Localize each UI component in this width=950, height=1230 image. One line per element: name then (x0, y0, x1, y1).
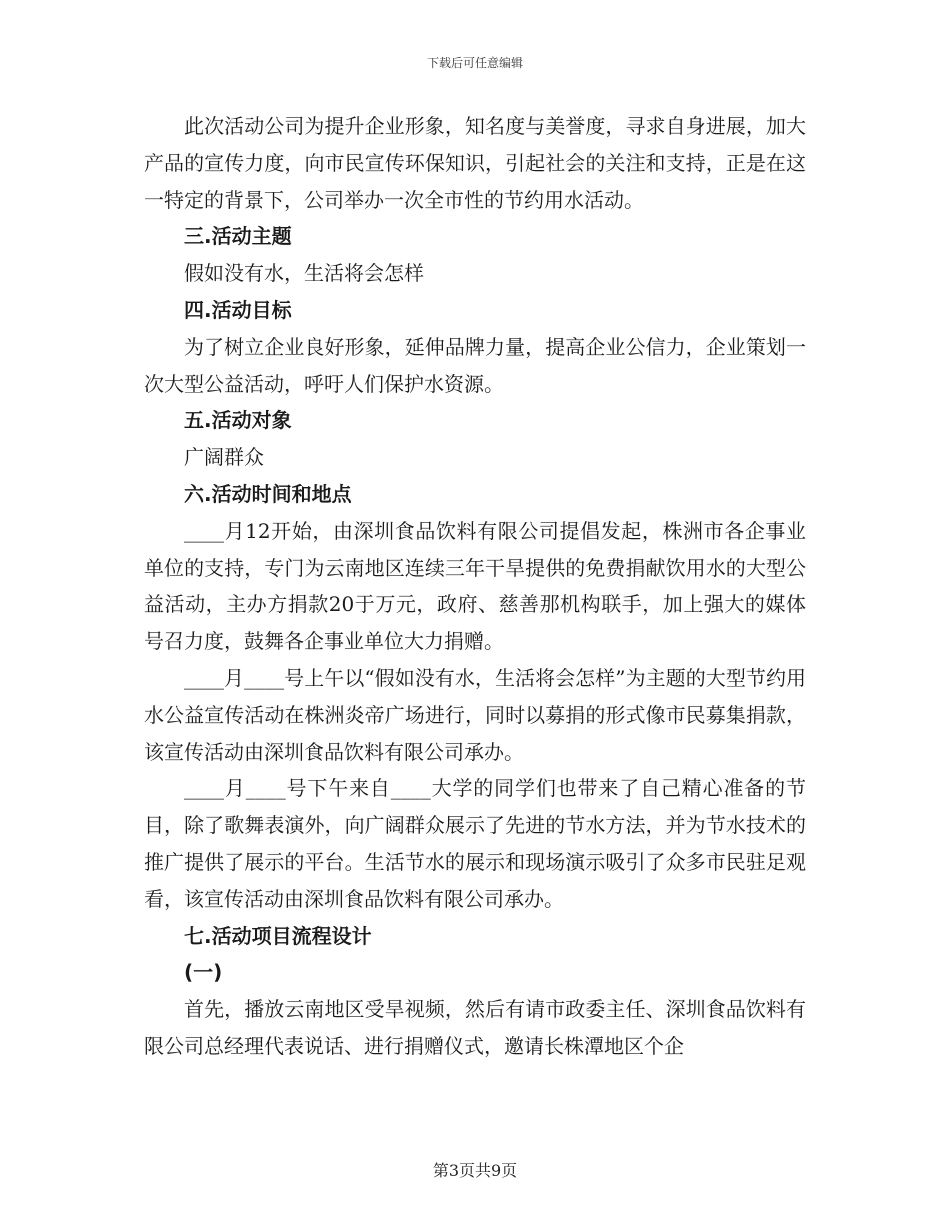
heading-activity-audience: 五.活动对象 (184, 408, 292, 433)
paragraph-audience: 广阔群众 (184, 445, 264, 470)
paragraph-theme: 假如没有水，生活将会怎样 (184, 261, 424, 286)
paragraph-time-place-3: ____月____号下午来自____大学的同学们也带来了自己精心准备的节目，除了歌舞表演外，向广阔群众展示了先进的节水方法，并为节水技术的推广提供了展示的平台。生活节水的展示和现场演示吸引了众多市民驻足观看，该宣传活动由深圳食品饮料有限公司承办。 (144, 776, 806, 911)
heading-activity-goal: 四.活动目标 (184, 297, 292, 322)
heading-process-design: 七.活动项目流程设计 (184, 923, 372, 948)
paragraph-time-place-2: ____月____号上午以“假如没有水，生活将会怎样”为主题的大型节约用水公益宣传活动在株洲炎帝广场进行，同时以募捐的形式像市民募集捐款，该宣传活动由深圳食品饮料有限公司承办。 (144, 665, 806, 764)
paragraph-time-place-1: ____月12开始，由深圳食品饮料有限公司提倡发起，株洲市各企事业单位的支持，专门为云南地区连续三年干旱提供的免费捐献饮用水的大型公益活动，主办方捐款20于万元，政府、慈善那机构联手，加上强大的媒体号召力度，鼓舞各企事业单位大力捐赠。 (144, 518, 806, 654)
subheading-part-one: (一) (184, 960, 223, 985)
paragraph-goal: 为了树立企业良好形象，延伸品牌力量，提高企业公信力，企业策划一次大型公益活动，呼吁人们保护水资源。 (144, 334, 806, 396)
page-number: 第3页共9页 (432, 1161, 518, 1180)
heading-time-place: 六.活动时间和地点 (184, 481, 352, 506)
page-header: 下载后可任意编辑 (426, 56, 523, 70)
paragraph-background: 此次活动公司为提升企业形象，知名度与美誉度，寻求自身进展，加大产品的宣传力度，向市民宣传环保知识，引起社会的关注和支持，正是在这一特定的背景下，公司举办一次全市性的节约用水活动。 (144, 114, 806, 212)
document-body (144, 108, 806, 1065)
paragraph-process-1: 首先，播放云南地区受旱视频，然后有请市政委主任、深圳食品饮料有限公司总经理代表说话、进行捐赠仪式，邀请长株潭地区个企 (144, 997, 806, 1058)
heading-activity-theme: 三.活动主题 (184, 224, 292, 249)
